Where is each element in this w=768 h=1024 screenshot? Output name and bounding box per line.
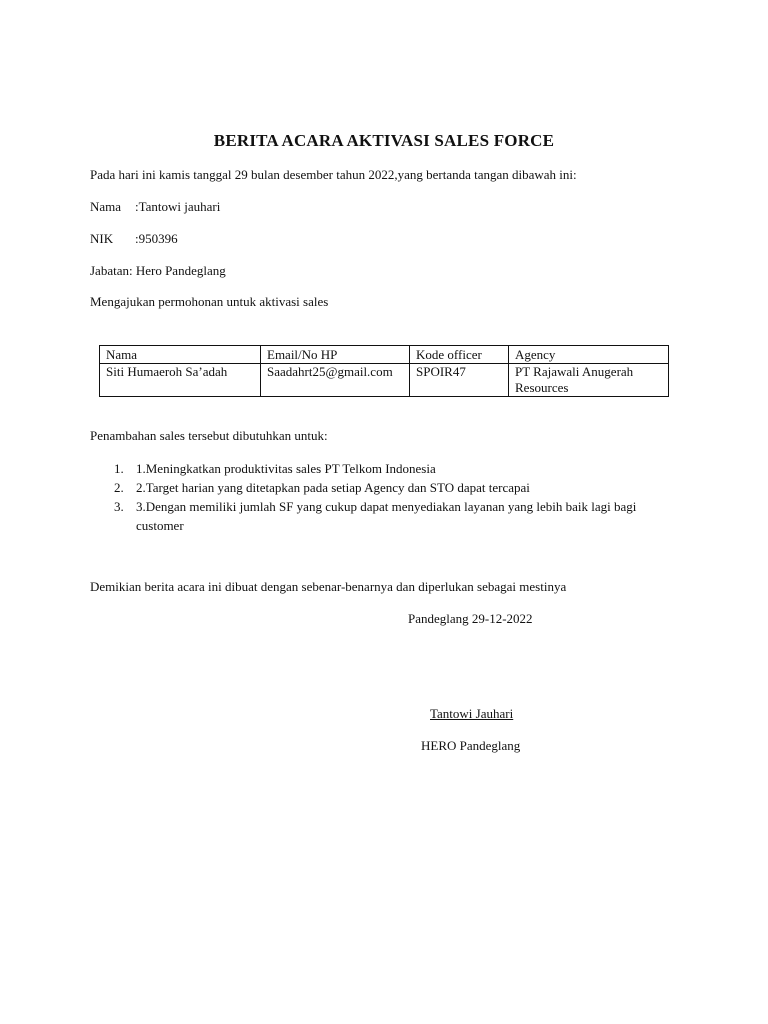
cell-nama: Siti Humaeroh Sa’adah	[100, 364, 261, 397]
closing-paragraph: Demikian berita acara ini dibuat dengan sebenar-benarnya dan diperlukan sebagai mestinya	[90, 579, 567, 594]
header-kode-officer: Kode officer	[410, 346, 509, 364]
list-item	[90, 459, 680, 478]
list-text: 1.Meningkatkan produktivitas sales PT Telkom Indonesia	[136, 461, 436, 476]
header-email: Email/No HP	[261, 346, 410, 364]
list-item	[90, 497, 680, 535]
place-date: Pandeglang 29-12-2022	[408, 611, 533, 626]
table-header-row	[100, 346, 669, 364]
nama-value: :Tantowi jauhari	[135, 199, 221, 214]
request-paragraph: Mengajukan permohonan untuk aktivasi sales	[90, 294, 329, 309]
header-agency: Agency	[509, 346, 669, 364]
nama-label: Nama	[90, 199, 122, 214]
jabatan-row: Jabatan: Hero Pandeglang	[90, 263, 226, 278]
list-number: 3.	[114, 499, 124, 514]
nik-row	[90, 231, 178, 247]
list-text: 3.Dengan memiliki jumlah SF yang cukup dapat menyediakan layanan yang lebih baik lagi bagi customer	[136, 499, 637, 533]
nama-row	[90, 199, 220, 215]
list-item	[90, 478, 680, 497]
nik-value: :950396	[135, 231, 178, 246]
signer-title: HERO Pandeglang	[421, 738, 521, 753]
header-nama: Nama	[100, 346, 261, 364]
nik-label: NIK	[90, 231, 114, 246]
list-text: 2.Target harian yang ditetapkan pada setiap Agency dan STO dapat tercapai	[136, 480, 530, 495]
document-title: BERITA ACARA AKTIVASI SALES FORCE	[213, 131, 555, 150]
table-row	[100, 364, 669, 397]
sales-table	[99, 345, 669, 397]
list-number: 1.	[114, 461, 124, 476]
reasons-intro: Penambahan sales tersebut dibutuhkan untuk:	[90, 428, 328, 443]
reasons-list	[90, 459, 680, 535]
cell-email: Saadahrt25@gmail.com	[261, 364, 410, 397]
intro-paragraph: Pada hari ini kamis tanggal 29 bulan desember tahun 2022,yang bertanda tangan dibawah ini:	[90, 167, 577, 182]
list-number: 2.	[114, 480, 124, 495]
cell-agency: PT Rajawali Anugerah Resources	[509, 364, 669, 397]
cell-kode-officer: SPOIR47	[410, 364, 509, 397]
signer-name: Tantowi Jauhari	[430, 706, 514, 721]
